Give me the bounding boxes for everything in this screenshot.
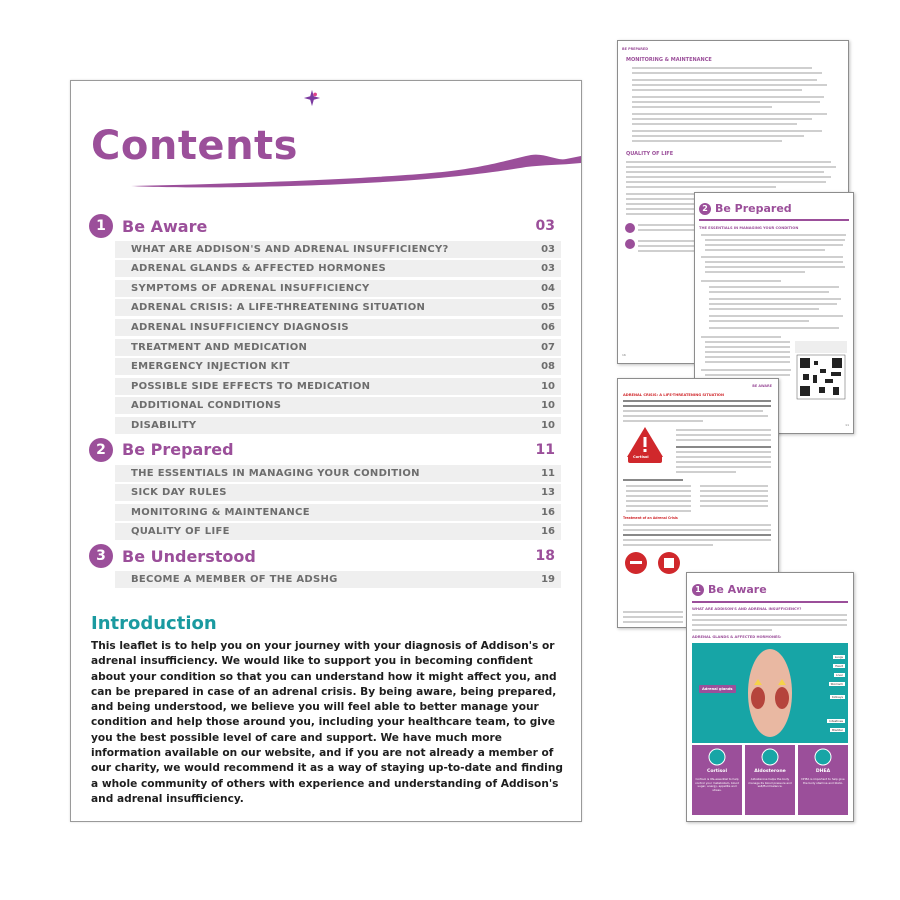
section-number-badge: 2 bbox=[89, 438, 113, 462]
toc-section-title: Be Understood bbox=[122, 546, 256, 566]
toc-entry-page: 19 bbox=[541, 573, 555, 585]
toc-entry[interactable] bbox=[115, 378, 561, 395]
toc-entry[interactable] bbox=[115, 465, 561, 482]
toc-entry-title: TREATMENT AND MEDICATION bbox=[131, 341, 308, 353]
table-of-contents bbox=[89, 210, 561, 588]
toc-entry-page: 07 bbox=[541, 341, 555, 353]
thumb-heading: THE ESSENTIALS IN MANAGING YOUR CONDITION bbox=[699, 226, 799, 230]
section-number-badge: 3 bbox=[89, 544, 113, 568]
qr-code-icon bbox=[795, 341, 847, 401]
toc-section-1[interactable] bbox=[89, 214, 561, 238]
toc-entry[interactable] bbox=[115, 299, 561, 316]
toc-section-page: 11 bbox=[535, 441, 555, 458]
thumb-section-header: 2 Be Prepared bbox=[699, 202, 792, 215]
toc-entry-title: SYMPTOMS OF ADRENAL INSUFFICIENCY bbox=[131, 282, 370, 294]
thumbnail-page-be-aware[interactable] bbox=[686, 572, 854, 822]
toc-section-3[interactable] bbox=[89, 544, 561, 568]
injection-steps-icons bbox=[624, 551, 694, 581]
hormone-name: DHEA bbox=[815, 769, 831, 774]
toc-entry-title: ADDITIONAL CONDITIONS bbox=[131, 400, 282, 412]
organ-label: Lungs bbox=[834, 655, 843, 659]
toc-entry-title: ADRENAL GLANDS & AFFECTED HORMONES bbox=[131, 263, 387, 275]
toc-entry-title: EMERGENCY INJECTION KIT bbox=[131, 361, 290, 373]
toc-entry[interactable] bbox=[115, 484, 561, 501]
thumb-section-header: 1 Be Aware bbox=[692, 583, 767, 596]
hormone-icon bbox=[761, 748, 779, 766]
toc-entry-title: WHAT ARE ADDISON'S AND ADRENAL INSUFFICIENCY? bbox=[131, 243, 449, 255]
hormone-icon bbox=[814, 748, 832, 766]
toc-entry-page: 11 bbox=[541, 467, 555, 479]
toc-entry-title: MONITORING & MAINTENANCE bbox=[131, 506, 310, 518]
toc-entry-title: QUALITY OF LIFE bbox=[131, 526, 230, 538]
toc-section-title: Be Aware bbox=[122, 216, 208, 236]
toc-entry-title: ADRENAL CRISIS: A LIFE-THREATENING SITUATION bbox=[131, 302, 426, 314]
toc-entry[interactable] bbox=[115, 417, 561, 434]
diet-icon bbox=[625, 239, 635, 249]
toc-section-2[interactable] bbox=[89, 438, 561, 462]
toc-entry[interactable] bbox=[115, 397, 561, 414]
toc-entry-page: 04 bbox=[541, 282, 555, 294]
organ-label: Liver bbox=[836, 673, 843, 677]
toc-entry-title: ADRENAL INSUFFICIENCY DIAGNOSIS bbox=[131, 321, 349, 333]
organ-label: Heart bbox=[835, 664, 843, 668]
thumbnail-page-monitoring[interactable]: BE PREPARED MONITORING & MAINTENANCE QUALITY OF LIFE 16 bbox=[617, 40, 849, 364]
hormone-description: Aldosterone helps the body manage its blood pressure and salt/fluid balance. bbox=[748, 777, 792, 789]
toc-entry[interactable] bbox=[115, 241, 561, 258]
toc-entry-page: 10 bbox=[541, 419, 555, 431]
toc-section-page: 18 bbox=[535, 548, 555, 565]
toc-entry-page: 13 bbox=[541, 487, 555, 499]
section-number-badge: 1 bbox=[89, 214, 113, 238]
organ-label: Kidneys bbox=[832, 695, 843, 699]
toc-section-page: 03 bbox=[535, 218, 555, 234]
toc-entry[interactable] bbox=[115, 523, 561, 540]
toc-entry-page: 08 bbox=[541, 361, 555, 373]
hormone-description: DHEA is important to help give the body stamina and libido. bbox=[801, 777, 845, 785]
toc-entry-title: THE ESSENTIALS IN MANAGING YOUR CONDITION bbox=[131, 467, 420, 479]
hormone-name: Aldosterone bbox=[754, 769, 786, 774]
toc-entry-title: DISABILITY bbox=[131, 419, 197, 431]
toc-entry-title: BECOME A MEMBER OF THE ADSHG bbox=[131, 573, 338, 585]
introduction-body: This leaflet is to help you on your journey with your diagnosis of Addison's or adrenal insufficiency. We would like to support you in becoming confident about your condition so that you can understand how it might affect you, and can be prepared in case of an adrenal crisis. By being aware, being prepared, and being understood, we believe you will feel able to better manage your condition and help those around you, including your healthcare team, to give you the best possible level of care and support. We have much more information available on our website, and if you are not already a member of our charity, we would recommend it as a way of staying up-to-date and finding a whole community of others with experience and understanding of Addison's and adrenal insufficiency. bbox=[91, 640, 563, 805]
contents-page bbox=[70, 80, 582, 822]
toc-entry-page: 03 bbox=[541, 263, 555, 275]
thumbnail-page-be-prepared[interactable]: 2 Be Prepared THE ESSENTIALS IN MANAGING YOUR CONDITION 11 bbox=[694, 192, 854, 434]
hormone-card bbox=[745, 745, 795, 815]
toc-entry[interactable] bbox=[115, 571, 561, 588]
toc-entry-page: 10 bbox=[541, 380, 555, 392]
thumb-heading: MONITORING & MAINTENANCE bbox=[626, 57, 712, 63]
thumb-label: BE PREPARED bbox=[622, 47, 649, 51]
hormone-description: Cortisol is life-essential to help control your metabolism, blood sugar, energy, appetite and stress. bbox=[695, 777, 739, 792]
toc-entry-title: POSSIBLE SIDE EFFECTS TO MEDICATION bbox=[131, 380, 371, 392]
toc-entry[interactable] bbox=[115, 339, 561, 356]
thumb-heading: WHAT ARE ADDISON'S AND ADRENAL INSUFFICIENCY? bbox=[692, 607, 802, 611]
thumbnail-page-adrenal-crisis[interactable]: BE AWARE ADRENAL CRISIS: A LIFE-THREATENING SITUATION Cortisol Treatment of an Adrenal Crisis bbox=[617, 378, 779, 628]
decorative-swoosh bbox=[71, 141, 581, 191]
thumb-subheading: Treatment of an Adrenal Crisis bbox=[623, 516, 678, 520]
hormone-card bbox=[798, 745, 848, 815]
toc-entry-title: SICK DAY RULES bbox=[131, 487, 227, 499]
toc-entry[interactable] bbox=[115, 504, 561, 521]
organ-label: Bladder bbox=[832, 728, 843, 732]
toc-entry-page: 16 bbox=[541, 526, 555, 538]
toc-entry-page: 16 bbox=[541, 506, 555, 518]
toc-entry[interactable] bbox=[115, 260, 561, 277]
organ-label: Intestines bbox=[829, 719, 843, 723]
adrenal-glands-label: Adrenal glands bbox=[699, 685, 736, 693]
toc-entry-page: 10 bbox=[541, 400, 555, 412]
hormone-name: Cortisol bbox=[706, 769, 728, 774]
thumb-heading: QUALITY OF LIFE bbox=[626, 151, 674, 157]
toc-section-title: Be Prepared bbox=[122, 440, 234, 460]
cortisol-badge-label: Cortisol bbox=[633, 455, 649, 459]
hormone-card bbox=[692, 745, 742, 815]
toc-entry[interactable] bbox=[115, 280, 561, 297]
toc-entry-page: 03 bbox=[541, 243, 555, 255]
page-title: Contents bbox=[91, 123, 298, 169]
star-logo-icon bbox=[303, 89, 321, 107]
toc-entry-page: 05 bbox=[541, 302, 555, 314]
toc-entry[interactable] bbox=[115, 319, 561, 336]
energy-icon bbox=[625, 223, 635, 233]
hormone-icon bbox=[708, 748, 726, 766]
introduction-heading: Introduction bbox=[91, 613, 217, 634]
thumb-heading: ADRENAL GLANDS & AFFECTED HORMONES: bbox=[692, 635, 782, 639]
toc-entry-page: 06 bbox=[541, 321, 555, 333]
thumb-heading: ADRENAL CRISIS: A LIFE-THREATENING SITUATION bbox=[623, 393, 724, 397]
organ-label: Stomach bbox=[830, 682, 843, 686]
toc-entry[interactable] bbox=[115, 358, 561, 375]
